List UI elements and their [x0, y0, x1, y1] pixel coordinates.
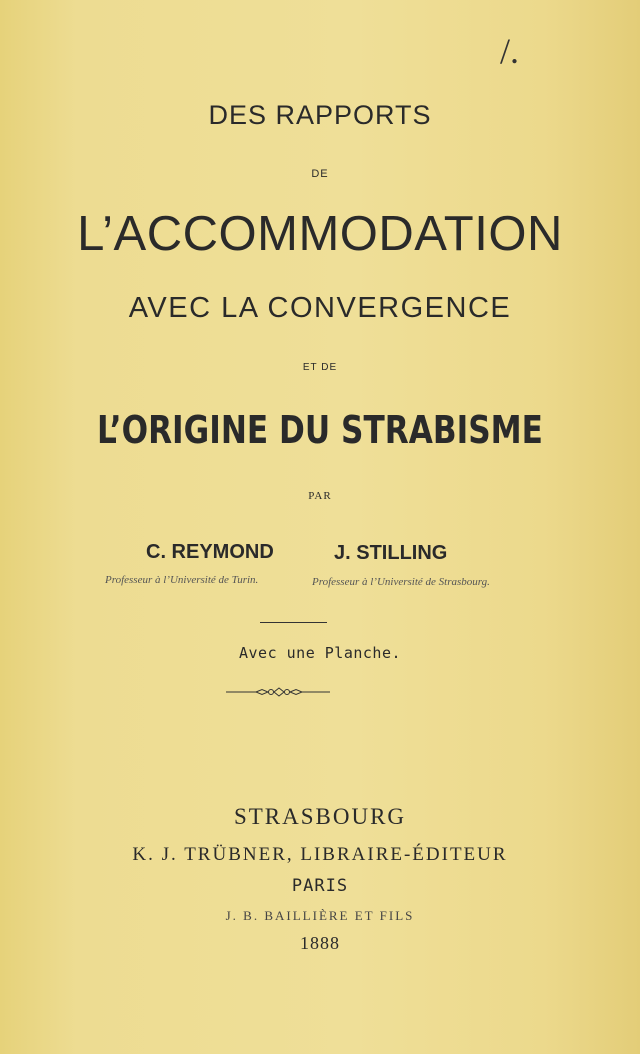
plate-note: Avec une Planche. — [238, 644, 402, 662]
imprint-publisher-2: J. B. BAILLIÈRE ET FILS — [225, 908, 415, 923]
imprint-publisher: K. J. TRÜBNER, LIBRAIRE-ÉDITEUR — [132, 844, 508, 865]
imprint-city-2: PARIS — [291, 876, 349, 896]
author-name-stilling: J. STILLING — [334, 542, 448, 564]
rule-ornament-icon — [226, 684, 330, 702]
title-sub: AVEC LA CONVERGENCE — [128, 292, 512, 324]
page-marker: /. — [500, 31, 520, 71]
title-connector-de: DE — [311, 168, 329, 180]
imprint-city: STRASBOURG — [233, 804, 407, 829]
author-affiliation-stilling: Professeur à l’Université de Strasbourg. — [312, 576, 490, 588]
title-strabisme: L’ORIGINE DU STRABISME — [97, 408, 543, 452]
title-line-1: DES RAPPORTS — [208, 100, 432, 130]
title-connector-et-de: ET DE — [302, 362, 338, 373]
imprint-year: 1888 — [300, 933, 340, 953]
divider-rule — [260, 622, 327, 623]
title-main: L’ACCOMMODATION — [77, 207, 563, 261]
by-label: PAR — [308, 490, 332, 502]
author-affiliation-reymond: Professeur à l’Université de Turin. — [105, 574, 259, 586]
author-name-reymond: C. REYMOND — [146, 541, 274, 563]
